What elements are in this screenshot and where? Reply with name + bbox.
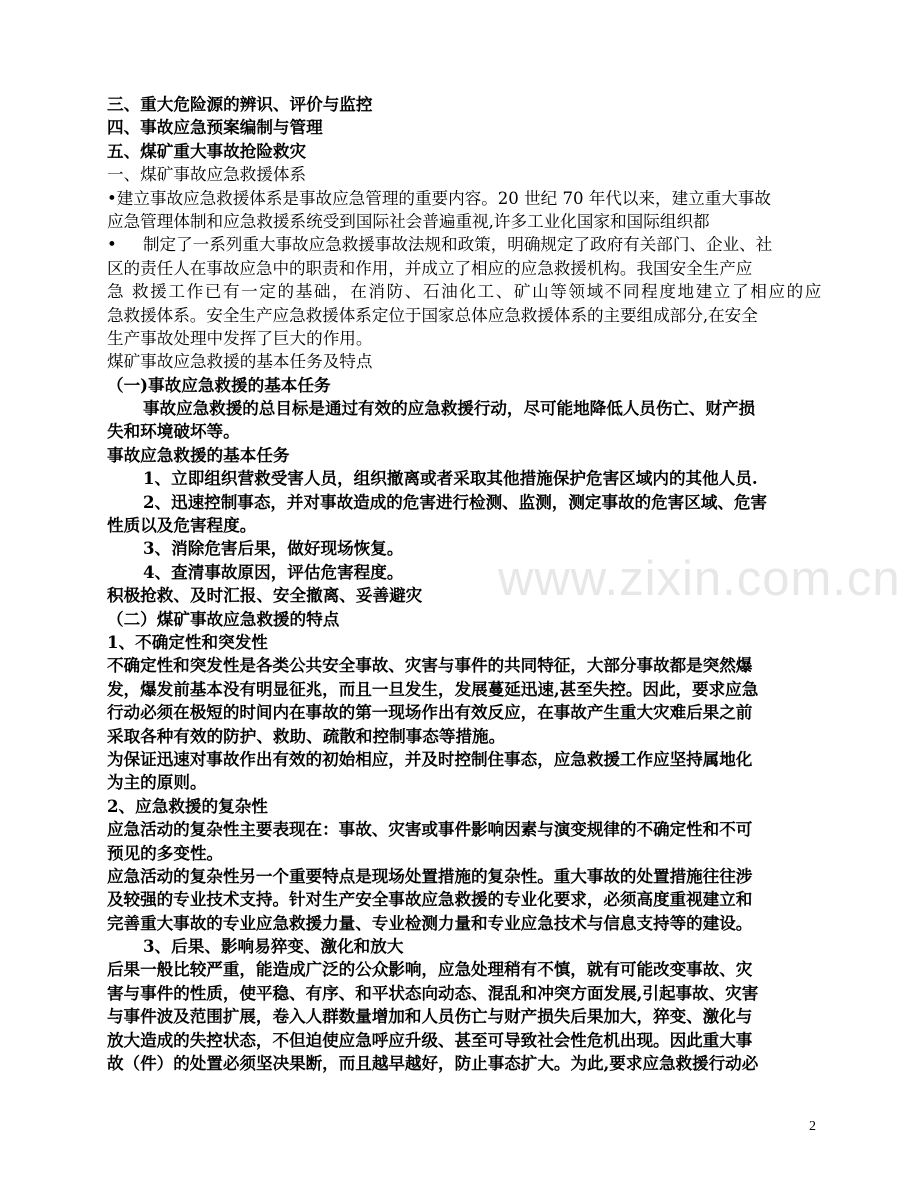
text-line — [107, 514, 823, 537]
text-line — [107, 257, 823, 280]
line-text: 生产事故处理中发挥了巨大的作用。 — [107, 328, 373, 348]
text-line — [107, 187, 823, 210]
text-line — [107, 374, 823, 397]
text-line — [107, 537, 823, 560]
line-text: 害与事件的性质，使平稳、有序、和平状态向动态、混乱和冲突方面发展,引起事故、灾害 — [107, 982, 759, 1003]
line-text: 放大造成的失控状态，不但迫使应急呼应升级、甚至可导致社会性危机出现。因此重大事 — [107, 1029, 753, 1050]
text-line — [107, 327, 823, 350]
line-text: 区的责任人在事故应急中的职责和作用，并成立了相应的应急救援机构。我国安全生产应 — [107, 258, 753, 278]
text-line — [107, 210, 823, 233]
line-text: 采取各种有效的防护、救助、疏散和控制事态等措施。 — [107, 725, 506, 746]
text-line — [107, 748, 823, 771]
line-text: 制定了一系列重大事故应急救援事故法规和政策，明确规定了政府有关部门、企业、社 — [143, 235, 773, 255]
text-line — [107, 233, 823, 256]
text-line — [107, 958, 823, 981]
bullet-mark: • — [107, 235, 117, 255]
text-line — [107, 397, 823, 420]
line-text: 三、重大危险源的辨识、评价与监控 — [107, 94, 373, 114]
text-line — [107, 608, 823, 631]
line-text: 五、煤矿重大事故抢险救灾 — [107, 140, 307, 161]
text-line — [107, 420, 823, 443]
line-text: 2、迅速控制事态，并对事故造成的危害进行检测、监测，测定事故的危害区域、危害 — [143, 491, 767, 512]
text-line — [107, 888, 823, 911]
line-text: 及较强的专业技术支持。针对生产安全事故应急救援的专业化要求，必须高度重视建立和 — [107, 889, 753, 910]
text-line — [107, 654, 823, 677]
text-line — [107, 842, 823, 865]
line-text: （一)事故应急救援的基本任务 — [107, 374, 331, 395]
text-line — [107, 93, 823, 116]
document-body — [107, 93, 823, 1075]
line-text: 3、消除危害后果，做好现场恢复。 — [143, 538, 404, 559]
text-line — [107, 701, 823, 724]
text-line — [107, 304, 823, 327]
line-text: 预见的多变性。 — [107, 842, 224, 863]
line-text: 应急活动的复杂性主要表现在：事故、灾害或事件影响因素与演变规律的不确定性和不可 — [107, 819, 753, 840]
line-text: 2、应急救援的复杂性 — [107, 795, 268, 816]
line-text: 为主的原则。 — [107, 772, 207, 793]
text-line — [107, 280, 823, 303]
text-line — [107, 631, 823, 654]
text-line — [107, 912, 823, 935]
text-line — [107, 678, 823, 701]
line-text: 完善重大事故的专业应急救援力量、专业检测力量和专业应急技术与信息支持等的建设。 — [107, 912, 753, 933]
text-line — [107, 561, 823, 584]
line-text: 急救援体系。安全生产应急救援体系定位于国家总体应急救援体系的主要组成部分,在安全 — [107, 305, 758, 325]
line-text: 发，爆发前基本没有明显征兆，而且一旦发生，发展蔓延迅速,甚至失控。因此，要求应急 — [107, 678, 759, 699]
text-line — [107, 982, 823, 1005]
text-line — [107, 467, 823, 490]
line-text: 煤矿事故应急救援的基本任务及特点 — [107, 352, 373, 372]
text-line — [107, 795, 823, 818]
line-text: 行动必须在极短的时间内在事故的第一现场作出有效反应，在事故产生重大灾难后果之前 — [107, 702, 753, 723]
text-line — [107, 444, 823, 467]
line-text: 1、不确定性和突发性 — [107, 631, 268, 652]
line-text: 事故应急救援的基本任务 — [107, 444, 290, 465]
text-line — [107, 350, 823, 373]
text-line — [107, 865, 823, 888]
text-line — [107, 491, 823, 514]
text-line — [107, 163, 823, 186]
line-text: 1、立即组织营救受害人员，组织撤离或者采取其他措施保护危害区域内的其他人员. — [143, 468, 758, 489]
line-text: （二）煤矿事故应急救援的特点 — [107, 608, 340, 629]
line-text: 应急管理体制和应急救援系统受到国际社会普遍重视,许多工业化国家和国际组织都 — [107, 211, 710, 231]
line-text: •建立事故应急救援体系是事故应急管理的重要内容。20 世纪 70 年代以来，建立重大事故 — [107, 188, 771, 208]
line-text: 为保证迅速对事故作出有效的初始相应，并及时控制住事态，应急救援工作应坚持属地化 — [107, 748, 753, 769]
line-text: 应急活动的复杂性另一个重要特点是现场处置措施的复杂性。重大事故的处置措施往往涉 — [107, 865, 753, 886]
text-line — [107, 725, 823, 748]
line-text: 不确定性和突发性是各类公共安全事故、灾害与事件的共同特征，大部分事故都是突然爆 — [107, 655, 753, 676]
text-line — [107, 1005, 823, 1028]
text-line — [107, 771, 823, 794]
line-text: 失和环境破坏等。 — [107, 421, 240, 442]
line-text: 与事件波及范围扩展，卷入人群数量增加和人员伤亡与财产损失后果加大，猝变、激化与 — [107, 1006, 753, 1027]
line-text: 3、后果、影响易猝变、激化和放大 — [143, 936, 404, 957]
text-line — [107, 1029, 823, 1052]
line-text: 4、查清事故原因，评估危害程度。 — [143, 561, 404, 582]
text-line — [107, 1052, 823, 1075]
text-line — [107, 584, 823, 607]
line-text: 急 救援工作已有一定的基础，在消防、石油化工、矿山等领域不同程度地建立了相应的应 — [107, 282, 823, 302]
line-text: 一、煤矿事故应急救援体系 — [107, 165, 307, 185]
line-text: 故（件）的处置必须坚决果断，而且越早越好，防止事态扩大。为此,要求应急救援行动必 — [107, 1053, 759, 1074]
page-number: 2 — [809, 1119, 816, 1134]
text-line — [107, 140, 823, 163]
watermark: www.zixin.com.cn — [498, 552, 901, 606]
text-line — [107, 116, 823, 139]
line-text: 后果一般比较严重，能造成广泛的公众影响，应急处理稍有不慎，就有可能改变事故、灾 — [107, 959, 753, 980]
line-text: 事故应急救援的总目标是通过有效的应急救援行动，尽可能地降低人员伤亡、财产损 — [143, 398, 756, 419]
line-text: 性质以及危害程度。 — [107, 515, 257, 536]
line-text: 积极抢救、及时汇报、安全撤离、妥善避灾 — [107, 585, 423, 606]
text-line — [107, 935, 823, 958]
line-text: 四、事故应急预案编制与管理 — [107, 117, 323, 138]
text-line — [107, 818, 823, 841]
